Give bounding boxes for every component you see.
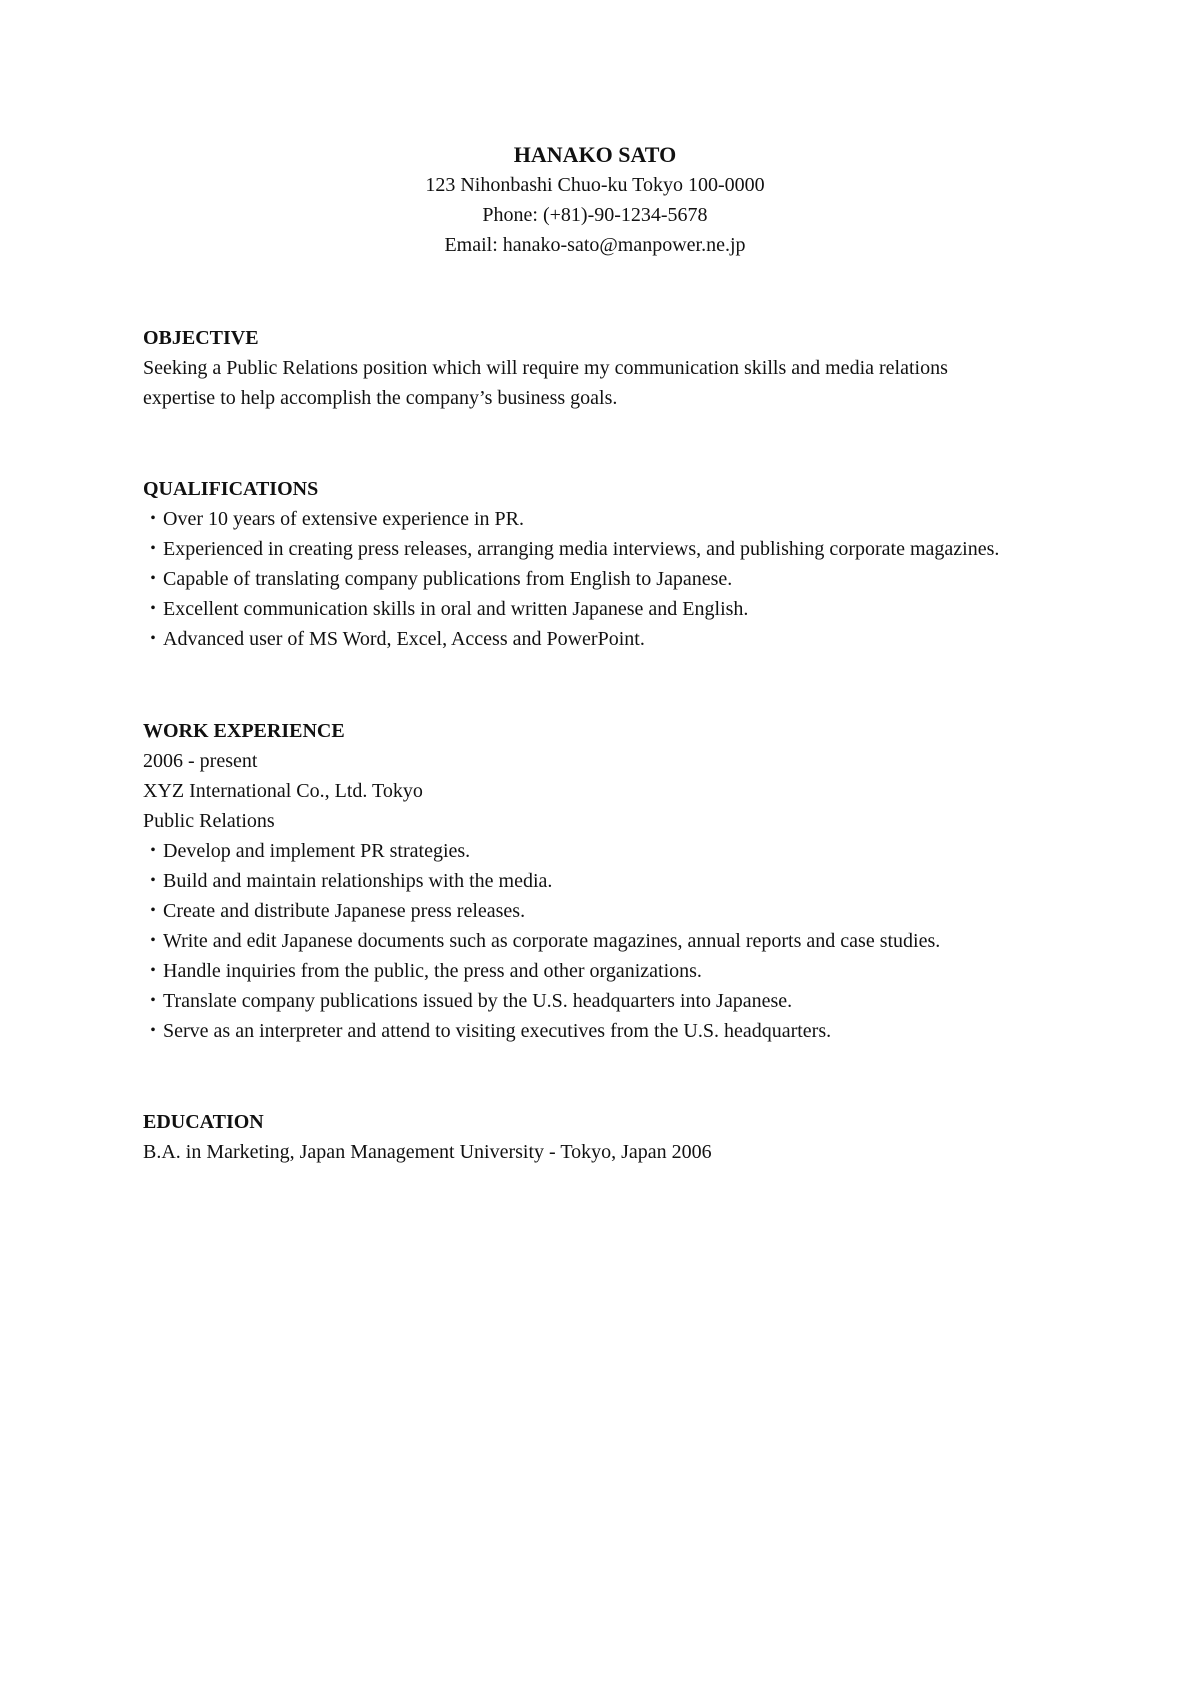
education-section [143,1107,1063,1167]
work-duty-item [143,986,1063,1016]
bullet-icon: ・ [143,508,163,530]
objective-heading: OBJECTIVE [143,327,259,349]
objective-line: Seeking a Public Relations position which will require my communication skills and media relations [143,357,948,379]
work-duty-item [143,836,1063,866]
qualification-text: Excellent communication skills in oral and written Japanese and English. [163,598,749,620]
work-duty-item [143,956,1063,986]
work-experience-section [143,716,1063,1046]
education-degree: B.A. in Marketing, Japan Management University - Tokyo, Japan 2006 [143,1141,712,1163]
email-line: Email: hanako-sato@manpower.ne.jp [444,234,746,256]
qualification-item [143,534,1063,564]
objective-section [143,323,1063,413]
qualification-item [143,594,1063,624]
bullet-icon: ・ [143,840,163,862]
work-duty-text: Translate company publications issued by the U.S. headquarters into Japanese. [163,990,793,1012]
bullet-icon: ・ [143,628,163,650]
qualification-text: Over 10 years of extensive experience in PR. [163,508,524,530]
work-duty-text: Write and edit Japanese documents such as corporate magazines, annual reports and case studies. [163,930,941,952]
qualification-item [143,564,1063,594]
bullet-icon: ・ [143,930,163,952]
work-duty-item [143,866,1063,896]
work-duty-item [143,896,1063,926]
work-duty-text: Handle inquiries from the public, the press and other organizations. [163,960,702,982]
qualification-text: Capable of translating company publications from English to Japanese. [163,568,733,590]
qualification-text: Advanced user of MS Word, Excel, Access and PowerPoint. [163,628,645,650]
qualification-item [143,504,1063,534]
work-duty-item [143,926,1063,956]
qualification-item [143,624,1063,654]
work-duty-text: Create and distribute Japanese press releases. [163,900,526,922]
education-heading: EDUCATION [143,1111,264,1133]
bullet-icon: ・ [143,990,163,1012]
bullet-icon: ・ [143,568,163,590]
qualification-text: Experienced in creating press releases, arranging media interviews, and publishing corporate magazines. [163,538,1000,560]
qualifications-list [143,504,1063,654]
bullet-icon: ・ [143,538,163,560]
work-experience-heading: WORK EXPERIENCE [143,720,345,742]
resume-header [0,140,1190,260]
objective-line: expertise to help accomplish the company’s business goals. [143,387,618,409]
bullet-icon: ・ [143,1020,163,1042]
candidate-name: HANAKO SATO [513,142,677,167]
bullet-icon: ・ [143,598,163,620]
work-duty-text: Serve as an interpreter and attend to visiting executives from the U.S. headquarters. [163,1020,832,1042]
work-period: 2006 - present [143,750,258,772]
work-company: XYZ International Co., Ltd. Tokyo [143,780,423,802]
qualifications-section [143,474,1063,654]
work-duties-list [143,836,1063,1046]
address-line: 123 Nihonbashi Chuo-ku Tokyo 100-0000 [425,174,765,196]
bullet-icon: ・ [143,870,163,892]
qualifications-heading: QUALIFICATIONS [143,478,319,500]
bullet-icon: ・ [143,900,163,922]
work-duty-text: Build and maintain relationships with the media. [163,870,553,892]
phone-line: Phone: (+81)-90-1234-5678 [482,204,708,226]
work-role: Public Relations [143,810,275,832]
bullet-icon: ・ [143,960,163,982]
work-duty-text: Develop and implement PR strategies. [163,840,471,862]
work-duty-item [143,1016,1063,1046]
